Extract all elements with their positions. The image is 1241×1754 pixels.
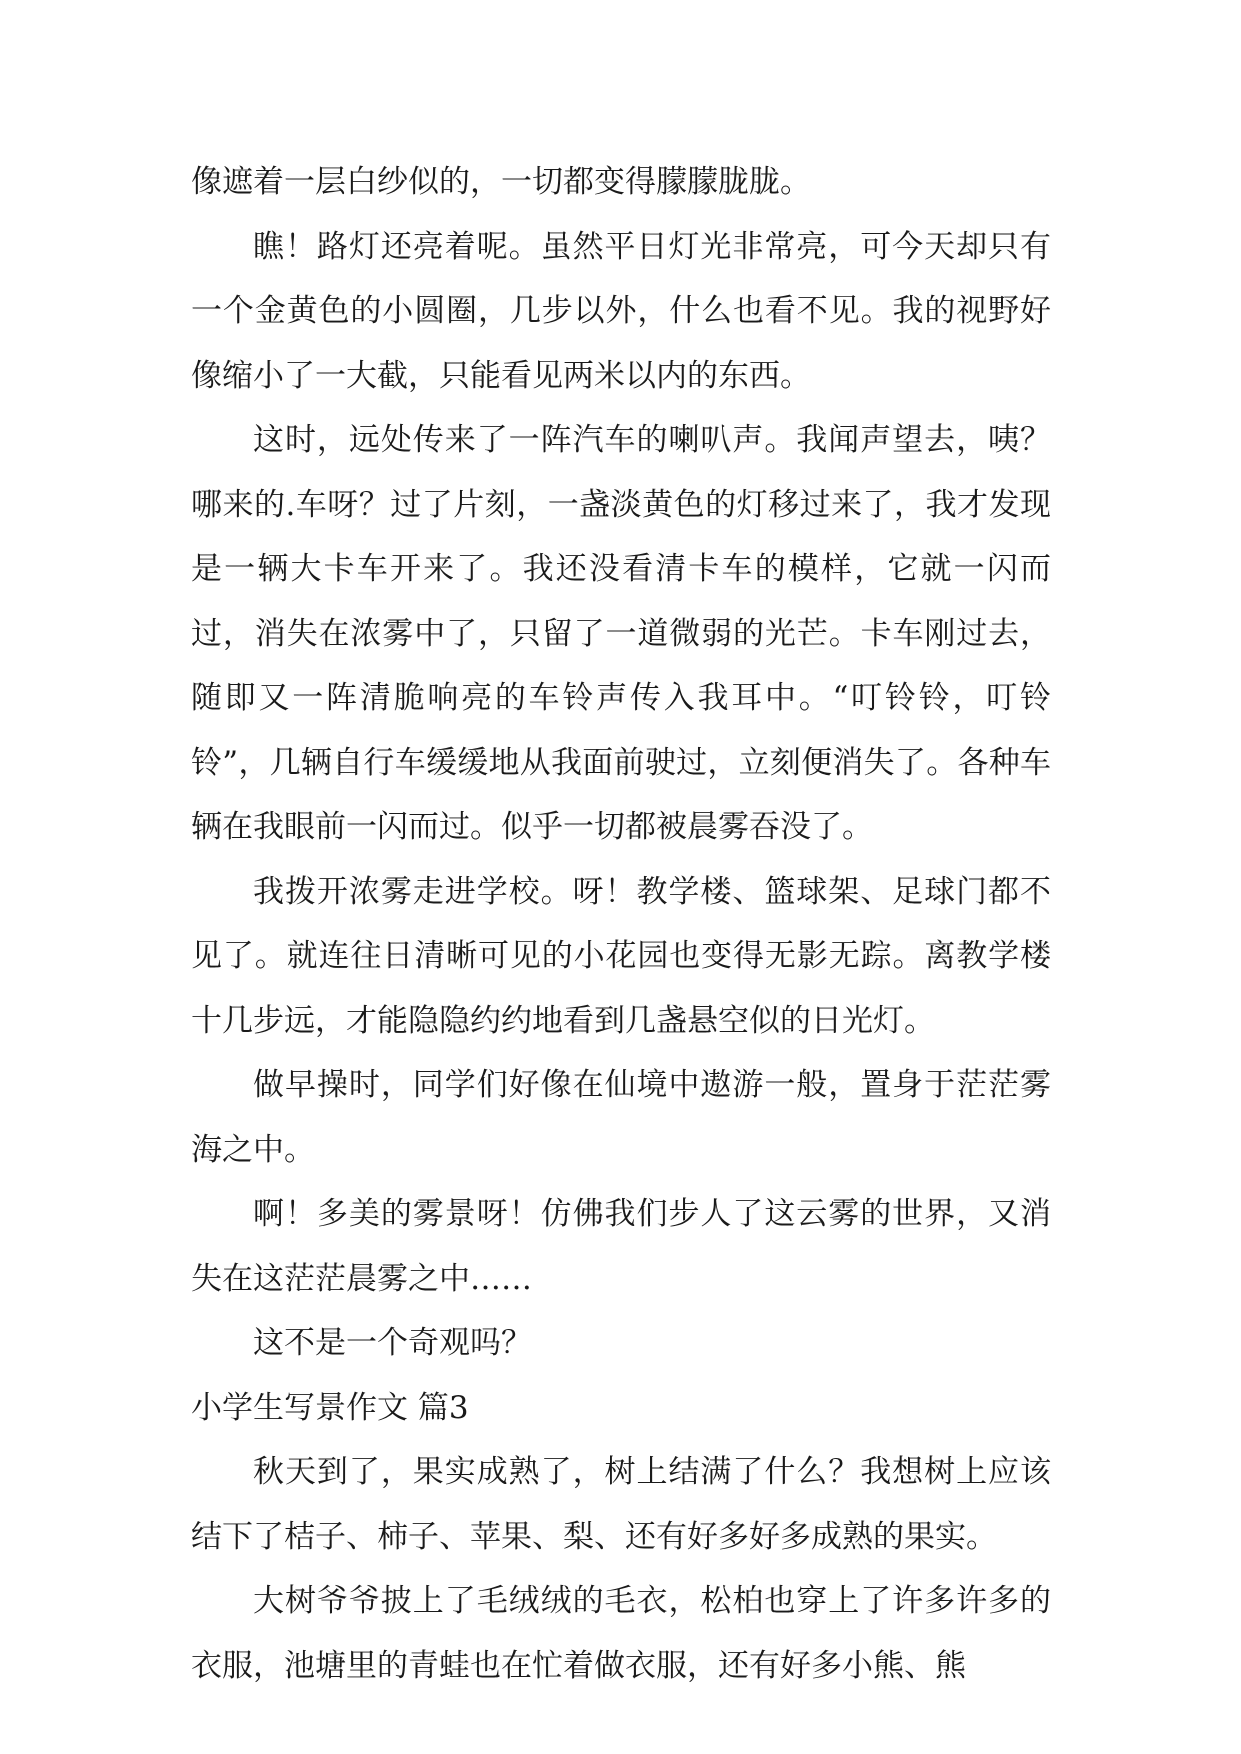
paragraph-fog-scenery: 啊！多美的雾景呀！仿佛我们步人了这云雾的世界，又消失在这茫茫晨雾之中……: [191, 1196, 1051, 1297]
paragraph-autumn-clothes: 大树爷爷披上了毛绒绒的毛衣，松柏也穿上了许多许多的衣服，池塘里的青蛙也在忙着做衣服，还有好多小熊、熊: [191, 1583, 1051, 1684]
paragraph-streetlight: 瞧！路灯还亮着呢。虽然平日灯光非常亮，可今天却只有一个金黄色的小圆圈，几步以外，什么也看不见。我的视野好像缩小了一大截，只能看见两米以内的东西。: [191, 228, 1051, 394]
paragraph-vehicles: 这时，远处传来了一阵汽车的喇叭声。我闻声望去，咦？哪来的.车呀？过了片刻，一盏淡黄色的灯移过来了，我才发现是一辆大卡车开来了。我还没看清卡车的模样，它就一闪而过，消失在浓雾中了，只留了一道微弱的光芒。卡车刚过去，随即又一阵清脆响亮的车铃声传入我耳中。“叮铃铃，叮铃铃”，几辆自行车缓缓地从我面前驶过，立刻便消失了。各种车辆在我眼前一闪而过。似乎一切都被晨雾吞没了。: [191, 422, 1051, 845]
section-heading: 小学生写景作文 篇3: [191, 1389, 469, 1426]
paragraph-morning-exercise: 做早操时，同学们好像在仙境中遨游一般，置身于茫茫雾海之中。: [191, 1067, 1051, 1168]
paragraph-wonder: 这不是一个奇观吗？: [253, 1325, 532, 1361]
paragraph-school: 我拨开浓雾走进学校。呀！教学楼、篮球架、足球门都不见了。就连往日清晰可见的小花园也变得无影无踪。离教学楼十几步远，才能隐隐约约地看到几盏悬空似的日光灯。: [191, 873, 1051, 1039]
paragraph-fog-continued: 像遮着一层白纱似的，一切都变得朦朦胧胧。: [191, 164, 811, 200]
paragraph-autumn-fruit: 秋天到了，果实成熟了，树上结满了什么？我想树上应该结下了桔子、柿子、苹果、梨、还有好多好多成熟的果实。: [191, 1454, 1051, 1555]
document-page: [191, 150, 1051, 1698]
